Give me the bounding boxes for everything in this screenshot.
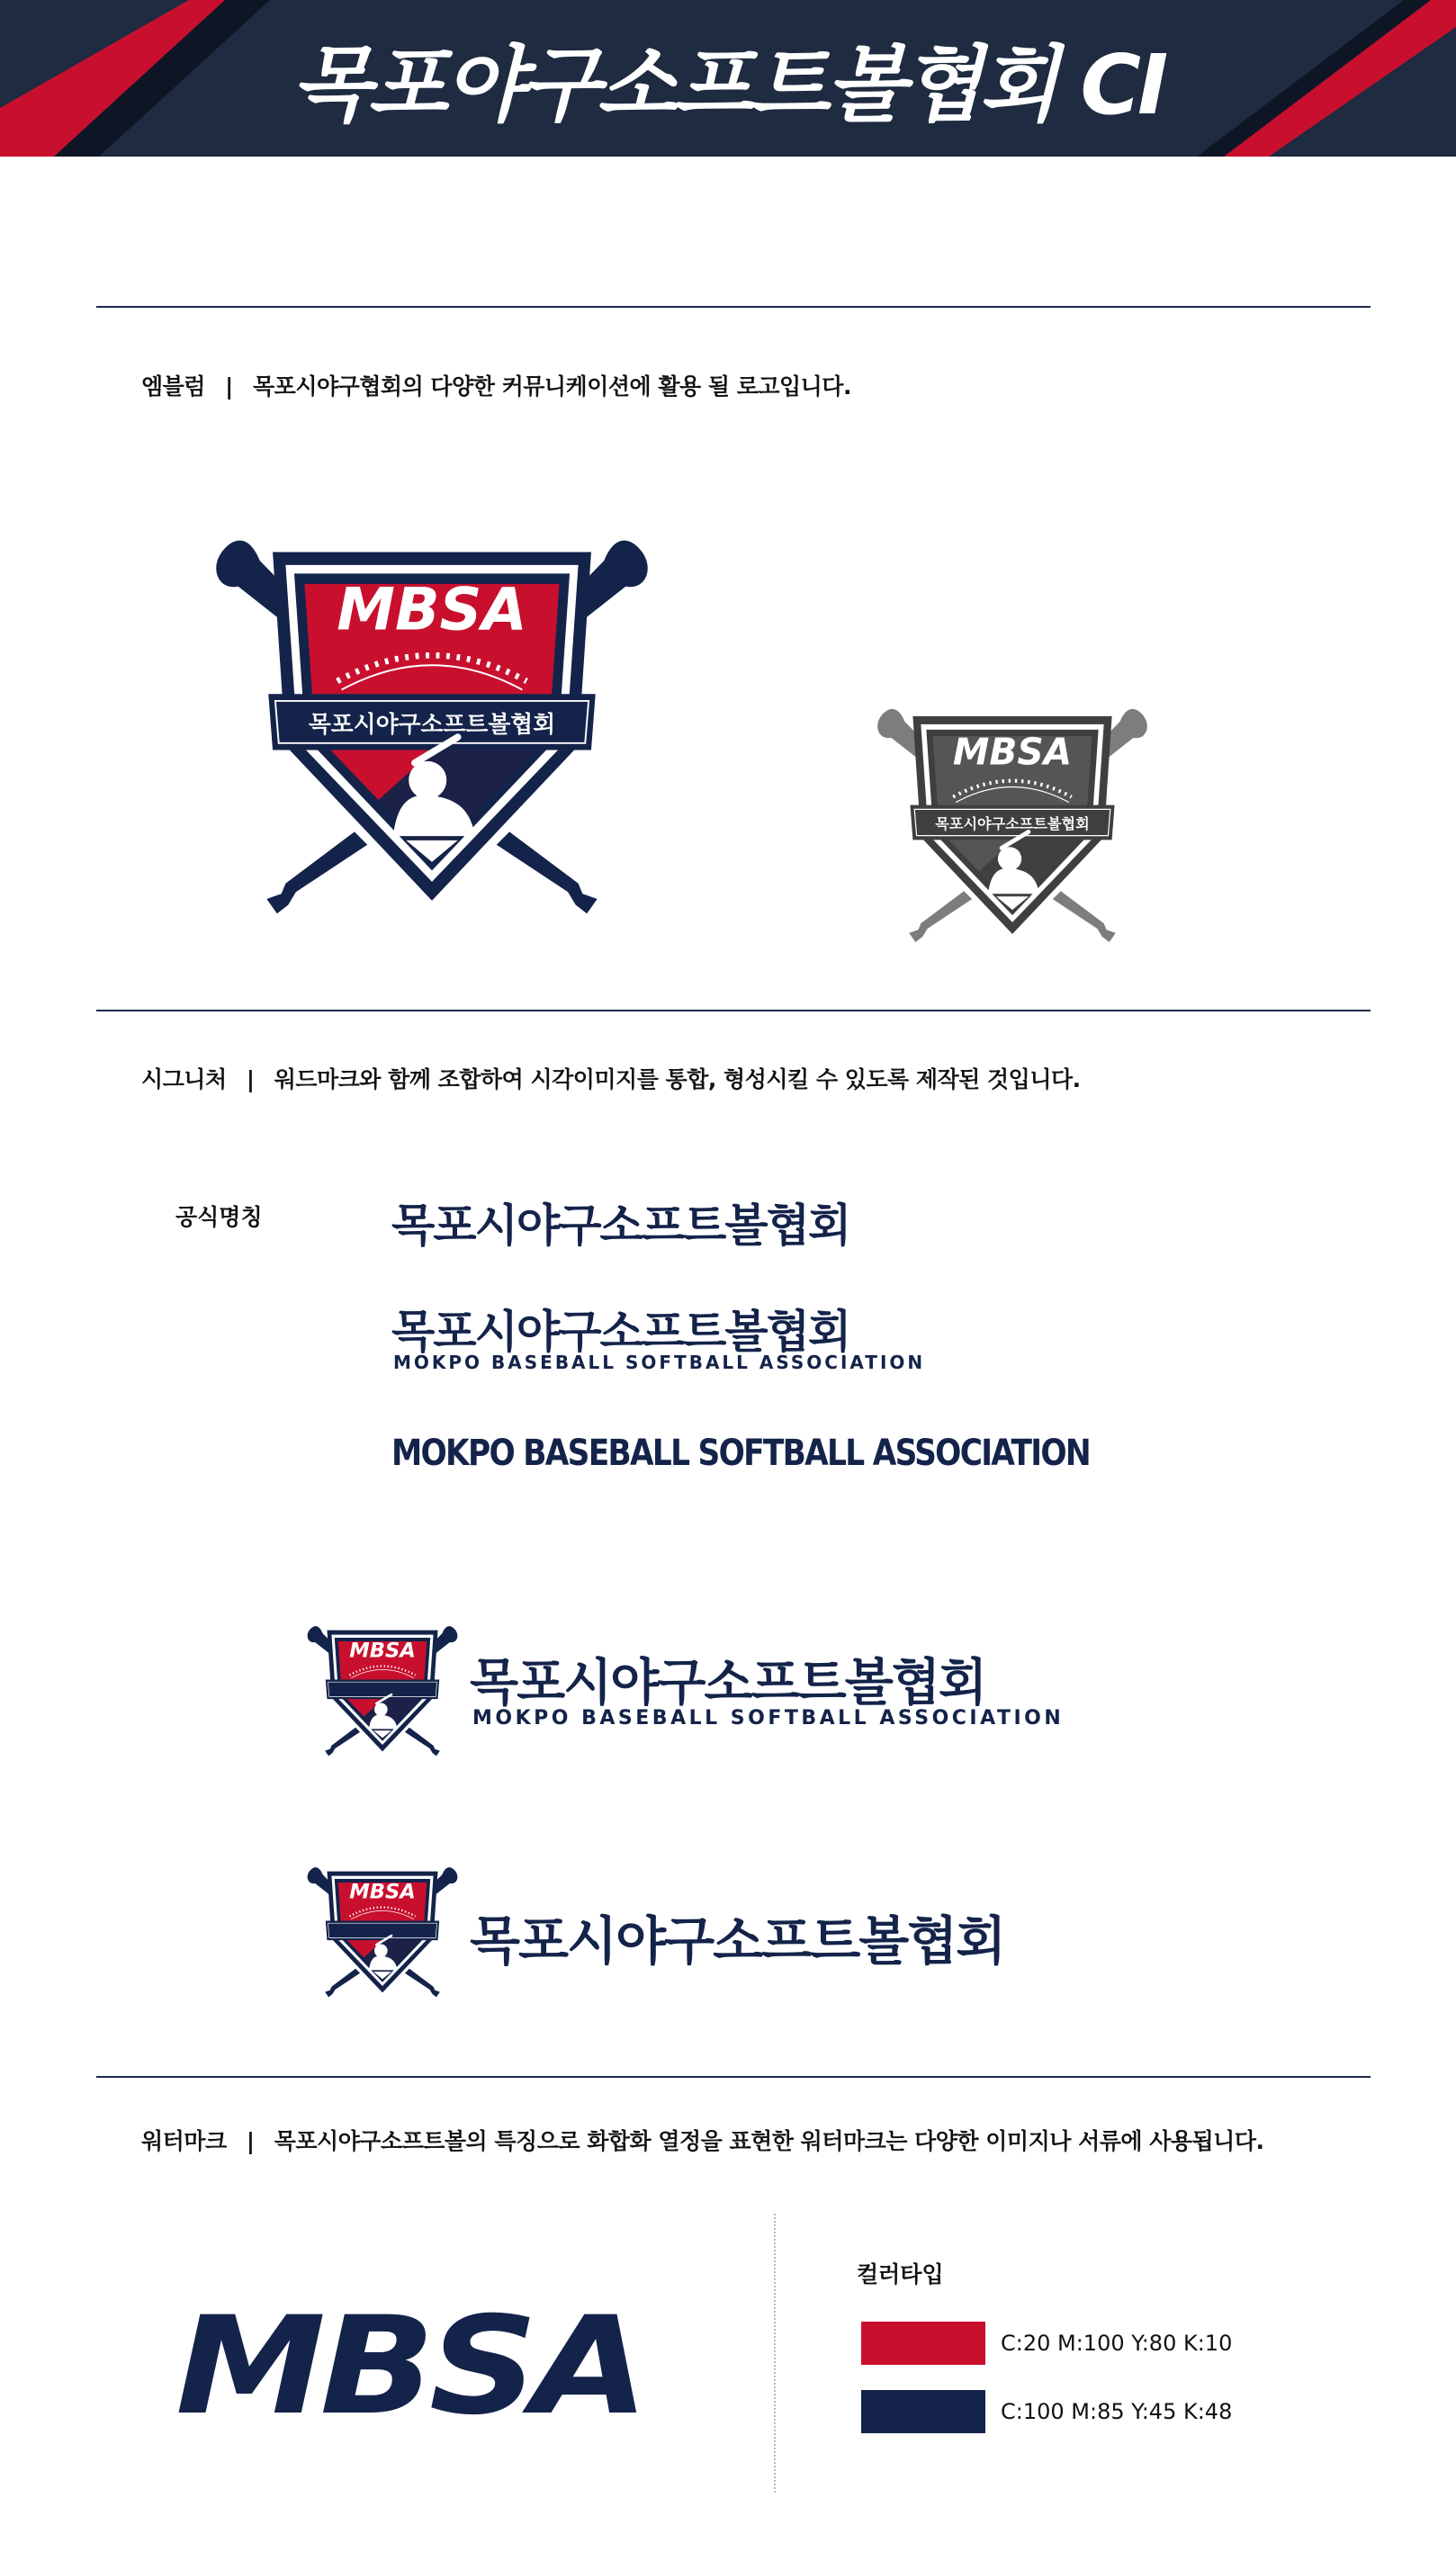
emblem-description: 목포시야구협회의 다양한 커뮤니케이션에 활용 될 로고입니다. [253, 373, 851, 400]
emblem-wordmark: MBSA [349, 1880, 416, 1904]
english-name-small: MOKPO BASEBALL SOFTBALL ASSOCIATION [393, 1352, 926, 1373]
lockup-korean-name: 목포시야구소프트볼협회 [470, 1910, 1005, 1972]
watermark-description: 목포시야구소프트볼의 특징으로 화합화 열정을 표현한 워터마크는 다양한 이미지나 서류에 사용됩니다. [274, 2128, 1264, 2154]
color-swatch-red [861, 2322, 985, 2365]
color-swatch-navy-cmyk: C:100 M:85 Y:45 K:48 [1001, 2399, 1233, 2424]
lockup-korean-name: 목포시야구소프트볼협회 [470, 1654, 986, 1712]
emblem-wordmark: MBSA [349, 1639, 416, 1663]
section-divider [96, 1010, 1371, 1011]
official-name-label: 공식명칭 [175, 1204, 263, 1230]
korean-name-signature: 목포시야구소프트볼협회 [391, 1200, 850, 1252]
color-type-label: 컬러타입 [857, 2261, 944, 2287]
emblem-color [184, 522, 679, 918]
color-swatch-red-cmyk: C:20 M:100 Y:80 K:10 [1001, 2331, 1233, 2356]
page-title: 목포야구소프트볼협회 CI [291, 37, 1165, 133]
watermark-label: 워터마크 [141, 2128, 227, 2154]
separator: | [225, 373, 233, 400]
emblem-label: 엠블럼 [141, 373, 205, 400]
watermark-section-header [141, 2124, 1263, 2156]
signature-label: 시그니처 [141, 1066, 227, 1092]
section-divider [96, 2076, 1371, 2078]
emblem-wordmark: MBSA [337, 576, 527, 644]
emblem-section-header [141, 369, 851, 401]
section-divider [96, 306, 1371, 308]
lockup-emblem [301, 1861, 463, 1996]
signature-section-header [141, 1062, 1081, 1094]
lockup-english-name: MOKPO BASEBALL SOFTBALL ASSOCIATION [472, 1707, 1065, 1730]
lockup-emblem [301, 1620, 463, 1755]
signature-description: 워드마크와 함께 조합하여 시각이미지를 통합, 형성시킬 수 있도록 제작된 것입니다. [274, 1066, 1081, 1092]
watermark-wordmark: MBSA [175, 2288, 643, 2445]
separator: | [246, 2128, 255, 2154]
emblem-monochrome [859, 697, 1165, 945]
emblem-ribbon-text: 목포시야구소프트볼협회 [935, 814, 1090, 832]
english-name-large: MOKPO BASEBALL SOFTBALL ASSOCIATION [391, 1433, 1090, 1474]
emblem-ribbon-text: 목포시야구소프트볼협회 [308, 711, 556, 739]
color-swatch-navy [861, 2390, 985, 2433]
emblem-wordmark: MBSA [952, 730, 1073, 774]
separator: | [246, 1066, 255, 1092]
korean-name-signature-combined: 목포시야구소프트볼협회 [391, 1306, 850, 1358]
vertical-separator [774, 2214, 776, 2493]
